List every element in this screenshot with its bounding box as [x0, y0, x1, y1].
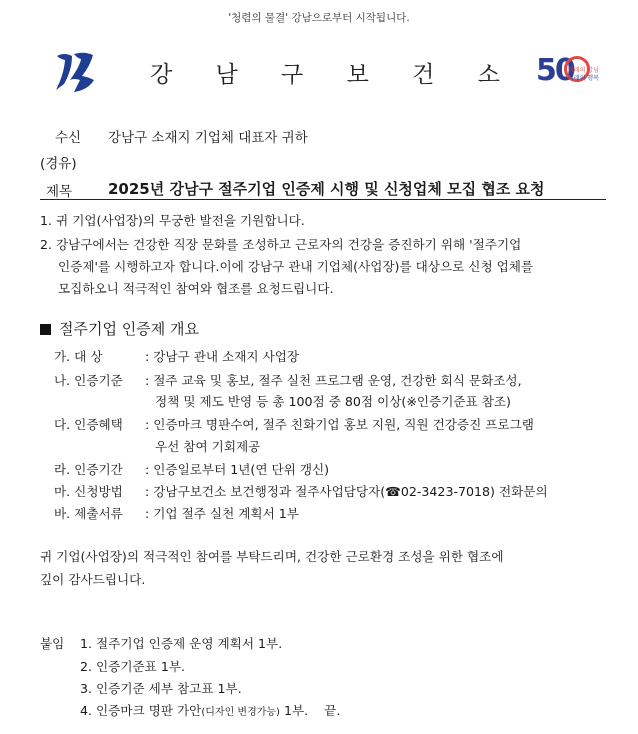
closing-line-1: 귀 기업(사업장)의 적극적인 참여를 부탁드리며, 건강한 근로환경 조성을 위한 협조에	[40, 549, 504, 564]
overview-item-value: : 인증마크 명판수여, 절주 친화기업 홍보 지원, 직원 건강증진 프로그램	[145, 417, 534, 432]
intro-line-1: 1. 귀 기업(사업장)의 무궁한 발전을 기원합니다.	[40, 213, 305, 228]
intro-line-4: 모집하오니 적극적인 참여와 협조를 요청드립니다.	[58, 281, 334, 296]
closing-line-2: 깊이 감사드립니다.	[40, 572, 146, 587]
anniversary-logo	[536, 53, 604, 89]
recipient-value: 강남구 소재지 기업체 대표자 귀하	[108, 130, 308, 146]
attachment-item: 3. 인증기준 세부 참고표 1부.	[80, 681, 242, 696]
gangnam-logo-icon	[54, 50, 96, 94]
overview-item-label: 라. 인증기간	[54, 462, 123, 477]
overview-item-value: : 강남구보건소 보건행정과 절주사업담당자(☎02-3423-7018) 전화문의	[145, 484, 548, 499]
subject-label: 제목	[46, 184, 73, 200]
overview-heading	[40, 318, 199, 339]
intro-line-2: 2. 강남구에서는 건강한 직장 문화를 조성하고 근로자의 건강을 증진하기 위해 '절주기업	[40, 237, 522, 252]
overview-item-value: : 인증일로부터 1년(연 단위 갱신)	[145, 462, 330, 477]
overview-item-value: 우선 참여 기회제공	[155, 439, 261, 454]
attachment-item-4-text: 4. 인증마크 명판 가안	[80, 703, 202, 718]
intro-line-3: 인증제'를 시행하고자 합니다.이에 강남구 관내 기업체(사업장)를 대상으로 신청 업체를	[58, 259, 534, 274]
recipient-label: 수신	[55, 130, 82, 146]
anniversary-number: 50	[536, 53, 574, 88]
overview-item-value: : 절주 교육 및 홍보, 절주 실천 프로그램 운영, 건강한 회식 문화조성,	[145, 373, 522, 388]
overview-item-label: 바. 제출서류	[54, 506, 123, 521]
via-label: (경유)	[40, 156, 77, 172]
overview-item-value: : 강남구 관내 소재지 사업장	[145, 349, 300, 364]
anniversary-tag-1: 미래의 강남	[568, 67, 599, 74]
overview-item-value: : 기업 절주 실천 계획서 1부	[145, 506, 299, 521]
subject-divider	[40, 199, 606, 200]
end-mark: 끝.	[324, 703, 341, 718]
overview-item-label: 가. 대 상	[54, 349, 103, 364]
attachment-item	[80, 700, 340, 719]
overview-item-value: 정책 및 제도 반영 등 총 100점 중 80점 이상(※인증기준표 참조)	[155, 394, 511, 409]
attachment-item: 2. 인증기준표 1부.	[80, 659, 186, 674]
subject-value: 2025년 강남구 절주기업 인증제 시행 및 신청업체 모집 협조 요청	[108, 180, 545, 198]
attachment-item-4-suffix: 1부.	[279, 703, 309, 718]
overview-item-label: 나. 인증기준	[54, 373, 123, 388]
slogan-text: '청렴의 물결' 강남으로부터 시작됩니다.	[228, 12, 410, 24]
attachment-item: 1. 절주기업 인증제 운영 계획서 1부.	[80, 636, 283, 651]
org-title: 강 남 구 보 건 소	[150, 62, 518, 88]
overview-item-label: 다. 인증혜택	[54, 417, 123, 432]
overview-item-label: 마. 신청방법	[54, 484, 123, 499]
attachment-item-4-note: (디자인 변경가능)	[201, 707, 280, 718]
overview-heading-text: 절주기업 인증제 개요	[59, 320, 199, 338]
attachments-label: 붙임	[40, 636, 65, 651]
square-bullet-icon	[40, 324, 51, 335]
anniversary-tag-2: 미래의 행복	[568, 75, 599, 82]
